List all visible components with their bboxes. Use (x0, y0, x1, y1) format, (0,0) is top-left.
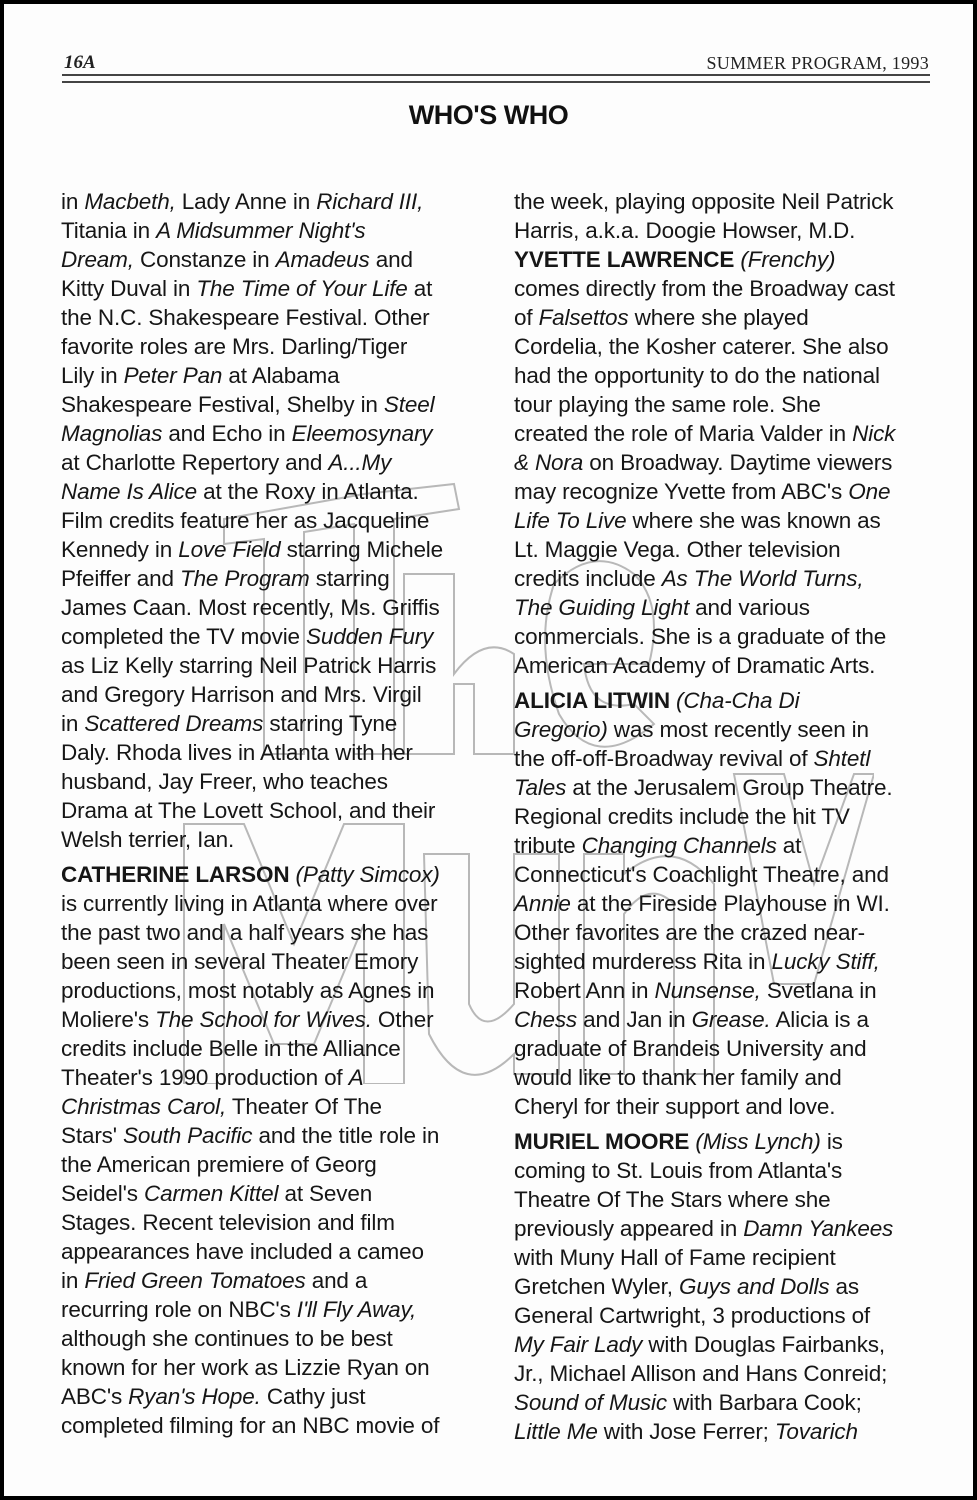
text-line (514, 831, 954, 860)
text-run: is (820, 1129, 843, 1154)
text-run: the American premiere of Georg (61, 1152, 377, 1177)
text-run: would like to thank her family and (514, 1065, 842, 1090)
italic-title-run: Tales (514, 775, 567, 800)
text-run: Theatre Of The Stars where she (514, 1187, 831, 1212)
italic-title-run: Scattered Dreams (84, 711, 264, 736)
italic-title-run: Grease. (691, 1007, 771, 1032)
text-line (61, 535, 501, 564)
publication-title: SUMMER PROGRAM, 1993 (706, 53, 929, 73)
text-run: as Liz Kelly starring Neil Patrick Harris (61, 653, 437, 678)
text-run: with Barbara Cook; (666, 1390, 862, 1415)
text-run: and Jan in (577, 1007, 692, 1032)
italic-title-run: The School for Wives. (155, 1007, 372, 1032)
text-run: credits include (514, 566, 662, 591)
text-run: at Charlotte Repertory and (61, 450, 329, 475)
text-line (514, 361, 954, 390)
text-line (514, 744, 954, 773)
text-run: Cathy just (260, 1384, 366, 1409)
text-run: Gretchen Wyler, (514, 1274, 679, 1299)
italic-title-run: A...My (328, 450, 392, 475)
text-line (514, 1034, 954, 1063)
text-run: had the opportunity to do the national (514, 363, 880, 388)
text-run: Daly. Rhoda lives in Atlanta with her (61, 740, 413, 765)
text-line (514, 1214, 954, 1243)
text-run: Lily in (61, 363, 124, 388)
text-line (514, 506, 954, 535)
performer-name: ALICIA LITWIN (514, 688, 670, 713)
text-run: with Jose Ferrer; (597, 1419, 775, 1444)
text-line (514, 651, 954, 680)
italic-title-run: Damn Yankees (743, 1216, 894, 1241)
text-run: and various (689, 595, 810, 620)
text-line (61, 303, 501, 332)
text-line (61, 419, 501, 448)
text-run: Lt. Maggie Vega. Other television (514, 537, 841, 562)
text-line (514, 773, 954, 802)
text-line (61, 506, 501, 535)
text-line (514, 918, 954, 947)
text-run: is currently living in Atlanta where over (61, 891, 438, 916)
text-line (514, 802, 954, 831)
text-run: Seidel's (61, 1181, 144, 1206)
text-run: at the Jerusalem Group Theatre. (566, 775, 893, 800)
italic-title-run: The Guiding Light (514, 595, 690, 620)
text-line (61, 1382, 501, 1411)
text-run: in (61, 1268, 85, 1293)
italic-title-run: I'll Fly Away, (296, 1297, 417, 1322)
italic-title-run: Macbeth, (84, 189, 176, 214)
text-line (61, 1150, 501, 1179)
text-run: Cheryl for their support and love. (514, 1094, 836, 1119)
text-run: Jr., Michael Allison and Hans Conreid; (514, 1361, 888, 1386)
text-run: at (407, 276, 433, 301)
text-run: and (369, 247, 413, 272)
italic-title-run: South Pacific (123, 1123, 253, 1148)
italic-title-run: A (348, 1065, 364, 1090)
text-run: favorite roles are Mrs. Darling/Tiger (61, 334, 408, 359)
text-line (514, 216, 954, 245)
text-line (514, 1156, 954, 1185)
performer-name: CATHERINE LARSON (61, 862, 290, 887)
text-run: Theater Of The (226, 1094, 382, 1119)
text-run: coming to St. Louis from Atlanta's (514, 1158, 843, 1183)
text-run: Stars' (61, 1123, 124, 1148)
italic-title-run: Eleemosynary (291, 421, 433, 446)
text-run: husband, Jay Freer, who teaches (61, 769, 388, 794)
text-line (514, 715, 954, 744)
italic-title-run: Name Is Alice (61, 479, 198, 504)
italic-title-run: & Nora (514, 450, 584, 475)
text-line (61, 1063, 501, 1092)
text-line (514, 1417, 954, 1446)
text-run: and Gregory Harrison and Mrs. Virgil (61, 682, 422, 707)
text-run: in (61, 711, 85, 736)
italic-title-run: Little Me (514, 1419, 598, 1444)
text-line (61, 564, 501, 593)
left-column (61, 187, 501, 1440)
italic-title-run: Chess (514, 1007, 578, 1032)
italic-title-run: Love Field (178, 537, 281, 562)
text-line (514, 1388, 954, 1417)
text-line (61, 477, 501, 506)
text-run: Titania in (61, 218, 157, 243)
text-run: the past two and a half years she has (61, 920, 429, 945)
italic-title-run: Sound of Music (514, 1390, 667, 1415)
italic-title-run: The Program (179, 566, 310, 591)
text-line (514, 976, 954, 1005)
text-run: at (776, 833, 802, 858)
text-run: and Echo in (162, 421, 292, 446)
text-line (61, 274, 501, 303)
text-run: Shakespeare Festival, Shelby in (61, 392, 384, 417)
italic-title-run: Amadeus (275, 247, 370, 272)
italic-title-run: My Fair Lady (514, 1332, 643, 1357)
text-run: in (61, 189, 85, 214)
italic-title-run: Gregorio) (514, 717, 608, 742)
text-run: and a (305, 1268, 368, 1293)
text-line (514, 947, 954, 976)
text-run: at the Fireside Playhouse in WI. (570, 891, 890, 916)
text-run: Cordelia, the Kosher caterer. She also (514, 334, 889, 359)
text-line (514, 477, 954, 506)
text-line (514, 1359, 954, 1388)
text-line (61, 390, 501, 419)
text-run: previously appeared in (514, 1216, 744, 1241)
text-line (61, 889, 501, 918)
text-line (514, 593, 954, 622)
performer-name: YVETTE LAWRENCE (514, 247, 735, 272)
text-line (514, 1092, 954, 1121)
text-run: Alicia is a (770, 1007, 869, 1032)
text-run: credits include Belle in the Alliance (61, 1036, 401, 1061)
text-run: at Seven (278, 1181, 373, 1206)
italic-title-run: Shtetl (813, 746, 871, 771)
text-line (61, 1411, 501, 1440)
text-line (514, 564, 954, 593)
text-line (514, 303, 954, 332)
text-run: American Academy of Dramatic Arts. (514, 653, 876, 678)
text-run: the week, playing opposite Neil Patrick (514, 189, 894, 214)
text-line (514, 1185, 954, 1214)
text-line (61, 448, 501, 477)
text-line (61, 796, 501, 825)
text-line (514, 390, 954, 419)
text-run: where she was known as (626, 508, 881, 533)
text-line (61, 1237, 501, 1266)
text-line (61, 1208, 501, 1237)
text-run: starring (309, 566, 390, 591)
text-line (61, 1353, 501, 1382)
italic-title-run: Tovarich (774, 1419, 858, 1444)
text-line (61, 767, 501, 796)
italic-title-run: (Cha-Cha Di (676, 688, 800, 713)
text-run: at Alabama (222, 363, 340, 388)
italic-title-run: As The World Turns, (661, 566, 864, 591)
text-run: completed the TV movie (61, 624, 307, 649)
text-run: graduate of Brandeis University and (514, 1036, 867, 1061)
text-line (514, 535, 954, 564)
section-title: WHO'S WHO (408, 100, 569, 130)
text-line (61, 1005, 501, 1034)
text-run: commercials. She is a graduate of the (514, 624, 887, 649)
italic-title-run: Sudden Fury (306, 624, 434, 649)
program-page (4, 4, 973, 1496)
italic-title-run: Changing Channels (581, 833, 777, 858)
text-line (61, 1034, 501, 1063)
text-line (514, 332, 954, 361)
text-run: although she continues to be best (61, 1326, 393, 1351)
text-run: starring Tyne (263, 711, 398, 736)
text-line (61, 651, 501, 680)
text-run: Moliere's (61, 1007, 156, 1032)
italic-title-run: Life To Live (514, 508, 627, 533)
text-run: with Muny Hall of Fame recipient (514, 1245, 836, 1270)
italic-title-run: Nick (852, 421, 896, 446)
text-line (61, 680, 501, 709)
text-run: the off-off-Broadway revival of (514, 746, 814, 771)
text-run: ABC's (61, 1384, 129, 1409)
italic-title-run: Christmas Carol, (61, 1094, 227, 1119)
text-run: completed filming for an NBC movie of (61, 1413, 440, 1438)
right-column (514, 187, 954, 1446)
text-line (61, 976, 501, 1005)
italic-title-run: Fried Green Tomatoes (84, 1268, 306, 1293)
text-run: Welsh terrier, Ian. (61, 827, 235, 852)
text-run: appearances have included a cameo (61, 1239, 424, 1264)
text-run: Pfeiffer and (61, 566, 180, 591)
italic-title-run: Magnolias (61, 421, 163, 446)
text-run: General Cartwright, 3 productions of (514, 1303, 871, 1328)
text-line (61, 738, 501, 767)
text-run: Constanze in (133, 247, 276, 272)
text-line (61, 860, 501, 889)
text-run: Robert Ann in (514, 978, 655, 1003)
text-line (514, 889, 954, 918)
italic-title-run: Guys and Dolls (678, 1274, 830, 1299)
text-run: starring Michele (280, 537, 444, 562)
text-run: productions, most notably as Agnes in (61, 978, 435, 1003)
text-run: Kennedy in (61, 537, 179, 562)
text-run: known for her work as Lizzie Ryan on (61, 1355, 430, 1380)
text-line (514, 1330, 954, 1359)
italic-title-run: A Midsummer Night's (156, 218, 366, 243)
text-line (514, 1063, 954, 1092)
text-run: Other favorites are the crazed near- (514, 920, 866, 945)
text-line (61, 1179, 501, 1208)
text-run: at the Roxy in Atlanta. (197, 479, 419, 504)
text-run: Drama at The Lovett School, and their (61, 798, 436, 823)
text-line (61, 825, 501, 854)
text-line (61, 1092, 501, 1121)
text-run: Kitty Duval in (61, 276, 197, 301)
text-line (514, 622, 954, 651)
text-run: the N.C. Shakespeare Festival. Other (61, 305, 430, 330)
text-run: tour playing the same role. She (514, 392, 821, 417)
text-run: Svetlana in (760, 978, 877, 1003)
page-number: 16A (64, 52, 96, 73)
text-run: recurring role on NBC's (61, 1297, 297, 1322)
text-run: sighted murderess Rita in (514, 949, 772, 974)
text-line (514, 1127, 954, 1156)
text-run: where she played (628, 305, 809, 330)
text-line (514, 1243, 954, 1272)
text-line (61, 1324, 501, 1353)
italic-title-run: (Patty Simcox) (295, 862, 440, 887)
text-line (514, 1272, 954, 1301)
text-run: comes directly from the Broadway cast (514, 276, 895, 301)
text-line (514, 686, 954, 715)
text-line (61, 245, 501, 274)
text-run: Stages. Recent television and film (61, 1210, 395, 1235)
text-run: Theater's 1990 production of (61, 1065, 349, 1090)
italic-title-run: Steel (383, 392, 435, 417)
text-run: with Douglas Fairbanks, (642, 1332, 885, 1357)
text-run: Film credits feature her as Jacqueline (61, 508, 430, 533)
text-run: and the title role in (252, 1123, 440, 1148)
text-line (61, 593, 501, 622)
italic-title-run: Falsettos (538, 305, 629, 330)
text-line (61, 1266, 501, 1295)
italic-title-run: (Miss Lynch) (695, 1129, 821, 1154)
text-line (61, 361, 501, 390)
italic-title-run: Annie (514, 891, 571, 916)
text-line (61, 332, 501, 361)
text-line (514, 1301, 954, 1330)
text-run: Connecticut's Coachlight Theatre, and (514, 862, 889, 887)
text-line (61, 709, 501, 738)
text-line (61, 187, 501, 216)
italic-title-run: Nunsense, (654, 978, 761, 1003)
italic-title-run: Peter Pan (123, 363, 223, 388)
text-run: tribute (514, 833, 582, 858)
text-line (514, 419, 954, 448)
text-run: Regional credits include the hit TV (514, 804, 850, 829)
text-line (61, 1295, 501, 1324)
text-run: created the role of Maria Valder in (514, 421, 853, 446)
performer-name: MURIEL MOORE (514, 1129, 690, 1154)
italic-title-run: Lucky Stiff, (771, 949, 880, 974)
text-line (514, 1005, 954, 1034)
header-rule-bottom (62, 81, 930, 83)
text-line (514, 448, 954, 477)
text-line (514, 860, 954, 889)
text-line (514, 245, 954, 274)
text-run: James Caan. Most recently, Ms. Griffis (61, 595, 440, 620)
text-line (61, 216, 501, 245)
text-line (61, 947, 501, 976)
text-run: Harris, a.k.a. Doogie Howser, M.D. (514, 218, 856, 243)
text-run: of (514, 305, 539, 330)
text-line (514, 187, 954, 216)
text-run: was most recently seen in (607, 717, 869, 742)
italic-title-run: Carmen Kittel (144, 1181, 279, 1206)
text-run: Other (371, 1007, 434, 1032)
italic-title-run: Ryan's Hope. (128, 1384, 261, 1409)
text-run: may recognize Yvette from ABC's (514, 479, 849, 504)
text-line (61, 918, 501, 947)
italic-title-run: Dream, (61, 247, 134, 272)
text-run: been seen in several Theater Emory (61, 949, 419, 974)
text-line (514, 274, 954, 303)
text-run: Lady Anne in (175, 189, 317, 214)
text-run: on Broadway. Daytime viewers (583, 450, 893, 475)
header-rule-top (62, 74, 930, 76)
italic-title-run: The Time of Your Life (196, 276, 408, 301)
text-line (61, 622, 501, 651)
text-run: as (829, 1274, 860, 1299)
text-line (61, 1121, 501, 1150)
italic-title-run: Richard III, (316, 189, 424, 214)
italic-title-run: (Frenchy) (740, 247, 836, 272)
italic-title-run: One (848, 479, 891, 504)
